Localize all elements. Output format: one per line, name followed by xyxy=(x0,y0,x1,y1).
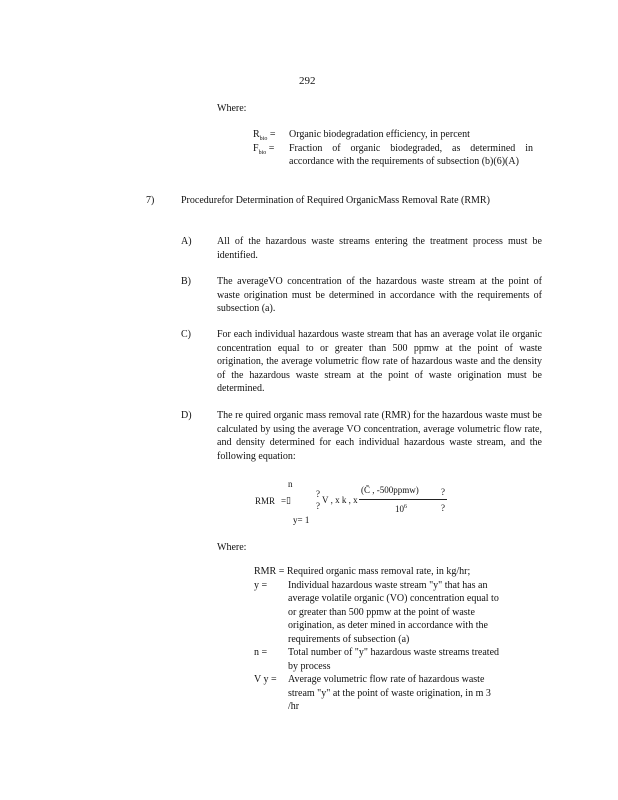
sigma-glyph: ▯ xyxy=(286,495,291,505)
formula-numerator: (C̄ , -500ppmw) xyxy=(361,485,419,495)
definition-text: Average volumetric flow rate of hazardous waste stream "y" at the point of waste origination, in m 3 /hr xyxy=(288,674,491,712)
subitem-text-a: All of the hazardous waste streams entering the treatment process must be identified. xyxy=(217,236,542,261)
bracket-glyph: ? xyxy=(316,489,320,499)
sum-upper-limit: n xyxy=(288,479,293,489)
definition-vy xyxy=(254,673,504,714)
subitem-text-b: The averageVO concentration of the hazardous waste stream at the point of waste origination must be determined in accordance with the requirements of subsection (a). xyxy=(217,276,542,314)
rmr-equation xyxy=(255,478,455,528)
definition-fbio xyxy=(253,142,533,169)
subitem-text-d: The re quired organic mass removal rate (RMR) for the hazardous waste must be calculated by using the average VO concentration, average volumetric flow rate, and density determined for each individual hazardous waste stream, and the following equation: xyxy=(217,410,542,462)
item-title: Procedurefor Determination of Required OrganicMass Removal Rate (RMR) xyxy=(181,195,490,206)
formula-equals: = xyxy=(281,496,287,506)
definition-term: $R_{bio}$ = xyxy=(253,129,276,142)
bracket-glyph: ? xyxy=(441,503,445,513)
definition-text: Individual hazardous waste stream "y" that has an average volatile organic (VO) concentration equal to or greater than 500 ppmw at the point of waste origination, as deter mined in accordance with the requirements of subsection (a) xyxy=(288,579,499,645)
fraction-bar xyxy=(359,499,447,500)
definition-term: n = xyxy=(254,647,268,658)
item-number: 7) xyxy=(146,195,155,206)
subitem-text-c: For each individual hazardous waste stream that has an average volat ile organic concentration equal to or greater than 500 ppmw at the point of waste origination, the average volumetric flow rate of hazardous waste and the density of the hazardous waste stream at the point of waste origination must be determined. xyxy=(217,329,542,394)
subitem-label-d: D) xyxy=(181,410,192,421)
bracket-glyph: ? xyxy=(441,487,445,497)
definition-list xyxy=(254,565,504,714)
page-number: 292 xyxy=(299,75,316,87)
where-label: Where: xyxy=(217,103,247,114)
definition-text: Organic biodegradation efficiency, in percent xyxy=(289,129,470,140)
definition-y xyxy=(254,579,504,647)
where-label: Where: xyxy=(217,542,247,553)
definition-term: V y = xyxy=(254,674,277,685)
bracket-glyph: ? xyxy=(316,501,320,511)
definition-rmr: RMR = Required organic mass removal rate, in kg/hr; xyxy=(254,566,471,577)
definition-rbio xyxy=(253,128,533,142)
formula-denominator: $10^6$ xyxy=(395,504,407,514)
definition-list xyxy=(253,128,533,169)
subitem-label-a: A) xyxy=(181,236,192,247)
definition-n xyxy=(254,646,504,673)
definition-text: Total number of "y" hazardous waste streams treated by process xyxy=(288,647,500,672)
subitem-label-c: C) xyxy=(181,329,191,340)
definition-term: y = xyxy=(254,579,268,591)
formula-lhs: RMR xyxy=(255,496,276,506)
definition-text: Fraction of organic biodegraded, as determined in accordance with the requirements of subsection (b)(6)(A) xyxy=(289,142,533,167)
subitem-label-b: B) xyxy=(181,276,191,287)
sum-lower-limit: y= 1 xyxy=(293,515,310,525)
formula-term: V , x k , x xyxy=(322,495,358,505)
definition-term: $F_{bio}$ = xyxy=(253,142,275,156)
